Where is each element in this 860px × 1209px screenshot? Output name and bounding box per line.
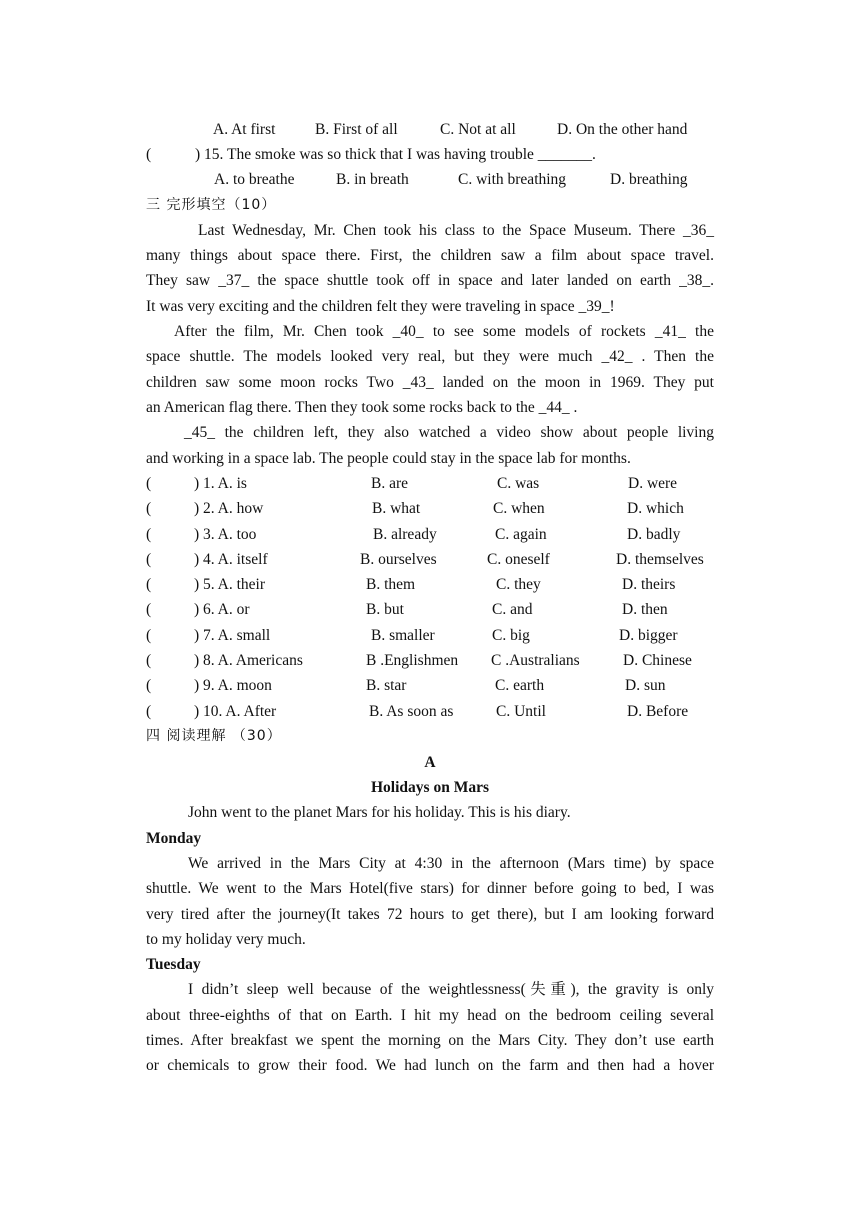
cloze-question-row [146,699,714,724]
question-option-a: ) 7. A. small [194,627,271,644]
cloze-question-row [146,471,714,496]
answer-paren: ( [146,526,152,543]
question-option-b: B. them [366,576,416,593]
question-option-b: B .Englishmen [366,652,459,669]
question-option-b: B. what [372,500,421,517]
passage-intro: John went to the planet Mars for his holiday. This is his diary. [188,804,571,821]
question-option-b: B. are [371,475,409,492]
cloze-line: After the film, Mr. Chen took _40_ to see some models of rockets _41_ the [174,323,714,340]
cloze-question-row [146,496,714,521]
q15-option-c: C. with breathing [458,171,567,188]
tuesday-line: I didn’t sleep well because of the weightlessness(失重), the gravity is only [188,981,714,998]
cloze-line: _45_ the children left, they also watched a video show about people living [184,424,714,441]
tuesday-line: times. After breakfast we spent the morning on the Mars City. They don’t use earth [146,1032,714,1049]
cloze-question-row [146,623,714,648]
question-option-a: ) 6. A. or [194,601,250,618]
question-option-b: B. ourselves [360,551,437,568]
question-option-d: D. badly [627,526,681,543]
question-option-c: C. Until [496,703,546,720]
cloze-line: and working in a space lab. The people could stay in the space lab for months. [146,450,631,467]
q14-option-c: C. Not at all [440,121,516,138]
answer-paren: ( [146,652,152,669]
question-option-a: ) 5. A. their [194,576,266,593]
question-option-d: D. themselves [616,551,704,568]
monday-line: to my holiday very much. [146,931,306,948]
q14-option-d: D. On the other hand [557,121,688,138]
passage-label: A [424,754,436,771]
question-option-b: B. already [373,526,437,543]
monday-line: shuttle. We went to the Mars Hotel(five stars) for dinner before going to bed, I was [146,880,714,897]
cloze-question-row [146,597,714,622]
q14-option-a: A. At first [213,121,276,138]
answer-paren: ( [146,500,152,517]
cloze-line: They saw _37_ the space shuttle took off in space and later landed on earth _38_. [146,272,714,289]
monday-line: very tired after the journey(It takes 72 hours to get there), but I am looking forward [146,906,714,923]
cloze-line: Last Wednesday, Mr. Chen took his class to the Space Museum. There _36_ [198,222,714,239]
section4-heading: 四 阅读理解 （30） [146,728,282,744]
question-option-b: B. smaller [371,627,435,644]
question-option-b: B. but [366,601,404,618]
question-option-d: D. which [627,500,684,517]
q15-text: ) 15. The smoke was so thick that I was having trouble _______. [195,146,596,163]
answer-paren: ( [146,146,152,163]
cloze-question-row [146,547,714,572]
monday-heading: Monday [146,830,202,847]
q15-option-b: B. in breath [336,171,409,188]
question-option-c: C. when [493,500,545,517]
monday-line: We arrived in the Mars City at 4:30 in the afternoon (Mars time) by space [188,855,714,872]
answer-paren: ( [146,576,152,593]
cloze-question-row [146,648,714,673]
section3-heading: 三 完形填空（10） [146,197,277,213]
q15-option-d: D. breathing [610,171,688,188]
question-option-d: D. then [622,601,668,618]
question-option-c: C. and [492,601,533,618]
answer-paren: ( [146,703,152,720]
question-option-c: C .Australians [491,652,580,669]
tuesday-line: about three-eighths of that on Earth. I hit my head on the bedroom ceiling several [146,1007,714,1024]
cloze-line: It was very exciting and the children felt they were traveling in space _39_! [146,298,615,315]
question-option-a: ) 4. A. itself [194,551,268,568]
passage-title: Holidays on Mars [371,779,489,796]
question-option-d: D. sun [625,677,666,694]
question-option-a: ) 1. A. is [194,475,247,492]
answer-paren: ( [146,551,152,568]
cloze-question-row [146,673,714,698]
q15-options [146,167,714,192]
cloze-question-row [146,522,714,547]
question-option-b: B. As soon as [369,703,454,720]
answer-paren: ( [146,475,152,492]
question-option-d: D. were [628,475,678,492]
q14-options [146,117,714,142]
cloze-line: children saw some moon rocks Two _43_ landed on the moon in 1969. They put [146,374,714,391]
question-option-c: C. oneself [487,551,550,568]
answer-paren: ( [146,677,152,694]
cloze-question-row [146,572,714,597]
cloze-line: many things about space there. First, the children saw a film about space travel. [146,247,714,264]
question-option-d: D. Chinese [623,652,692,669]
question-option-c: C. again [495,526,547,543]
question-option-c: C. big [492,627,530,644]
question-option-a: ) 3. A. too [194,526,257,543]
question-option-a: ) 8. A. Americans [194,652,303,669]
question-option-d: D. Before [627,703,689,720]
cloze-line: an American flag there. Then they took some rocks back to the _44_ . [146,399,578,416]
q14-option-b: B. First of all [315,121,398,138]
question-option-b: B. star [366,677,407,694]
question-option-c: C. they [496,576,541,593]
q15-option-a: A. to breathe [214,171,295,188]
tuesday-line: or chemicals to grow their food. We had lunch on the farm and then had a hover [146,1057,714,1074]
cloze-line: space shuttle. The models looked very real, but they were much _42_ . Then the [146,348,714,365]
answer-paren: ( [146,601,152,618]
q15-stem [146,142,714,167]
tuesday-heading: Tuesday [146,956,201,973]
question-option-a: ) 9. A. moon [194,677,272,694]
question-option-a: ) 10. A. After [194,703,277,720]
question-option-c: C. was [497,475,540,492]
question-option-a: ) 2. A. how [194,500,264,517]
question-option-d: D. theirs [622,576,676,593]
question-option-c: C. earth [495,677,545,694]
answer-paren: ( [146,627,152,644]
question-option-d: D. bigger [619,627,678,644]
